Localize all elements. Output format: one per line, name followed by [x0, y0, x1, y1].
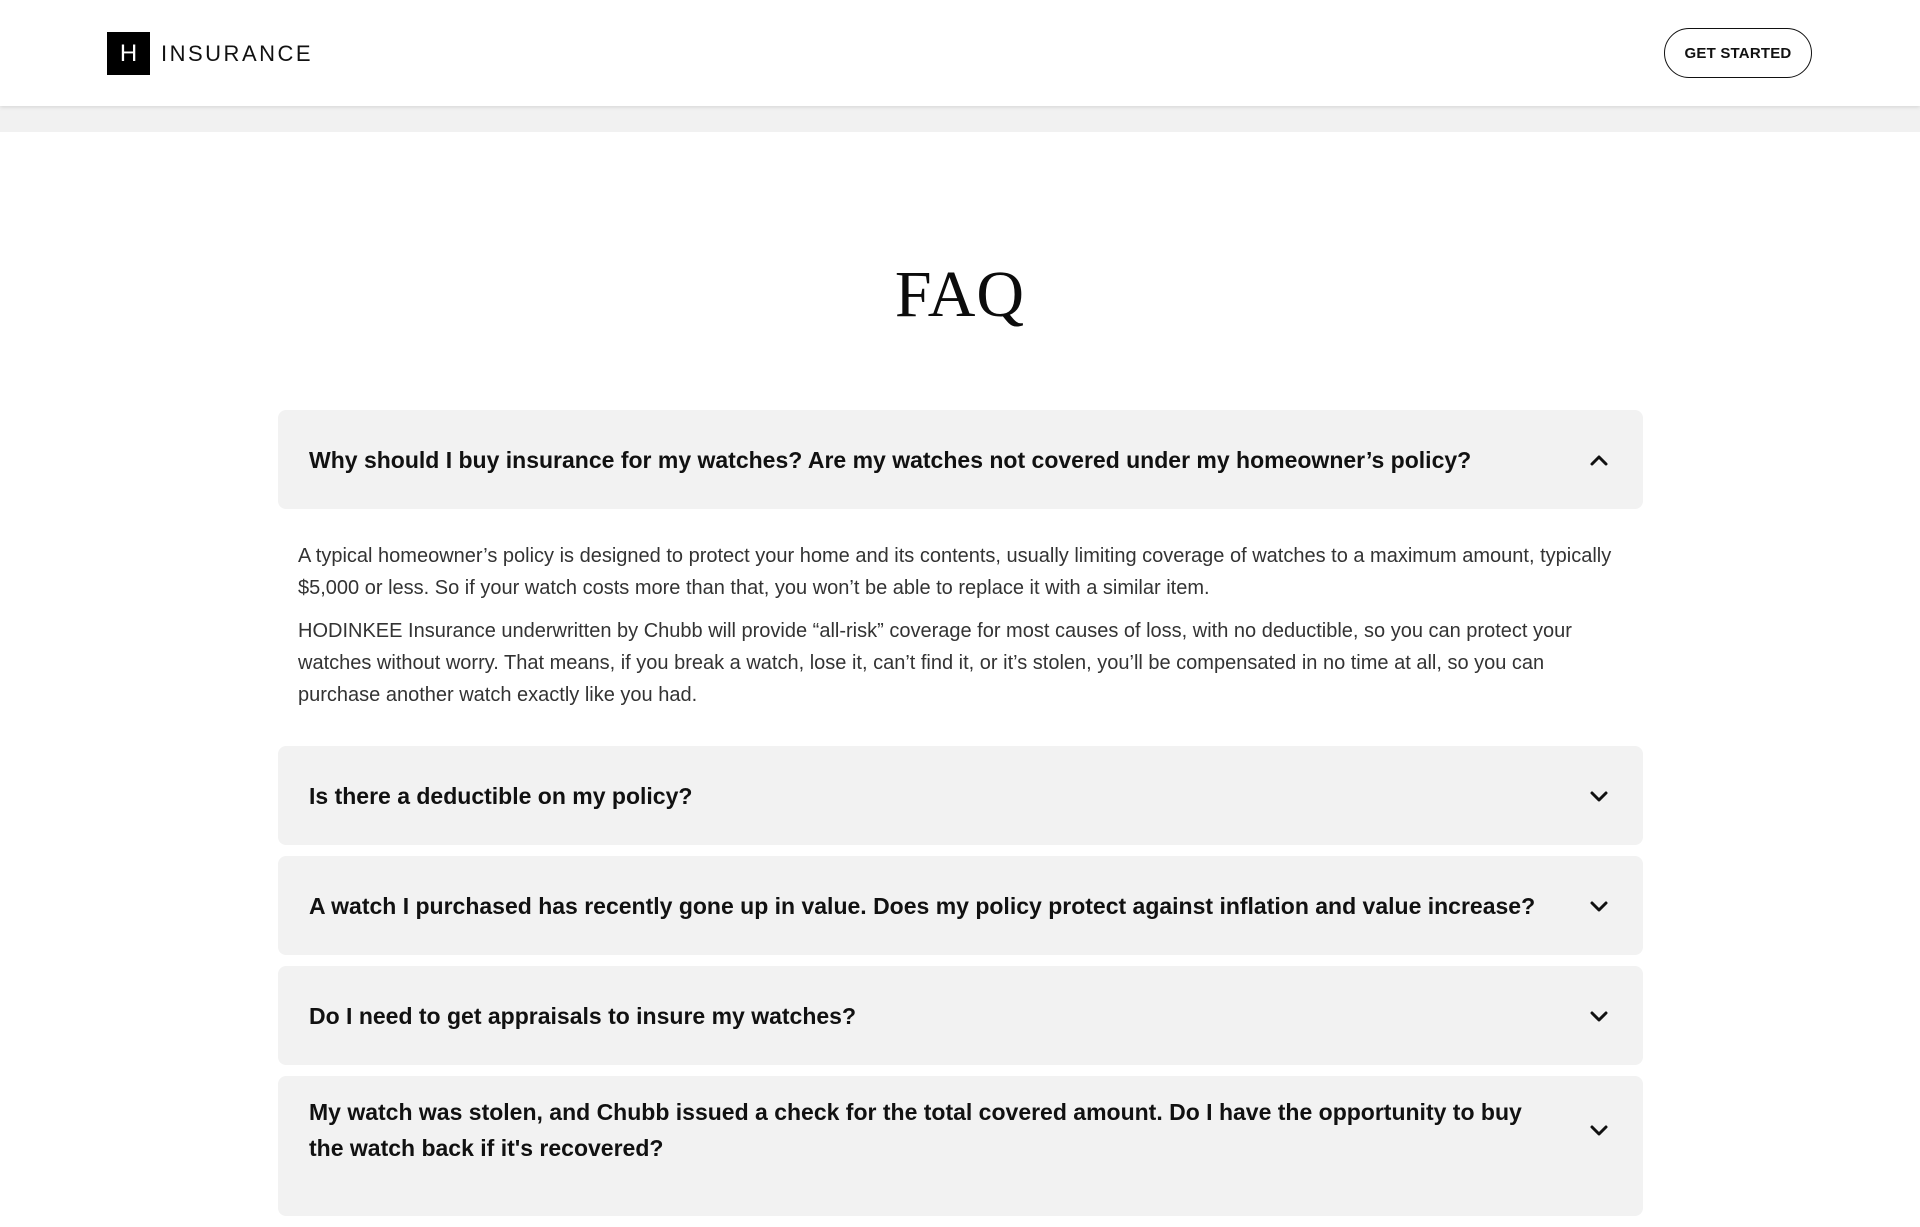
chevron-up-icon[interactable]	[1587, 448, 1611, 472]
chevron-down-icon[interactable]	[1587, 784, 1611, 808]
faq-title: FAQ	[894, 258, 1026, 331]
logo-mark: H	[107, 32, 150, 75]
faq-question-text: My watch was stolen, and Chubb issued a check for the total covered amount. Do I have the opportunity to buy the watch back if it's recovered?	[309, 1099, 1522, 1161]
faq-answer-paragraph: A typical homeowner’s policy is designed to protect your home and its contents, usually limiting coverage of watches to a maximum amount, typically $5,000 or less. So if your watch costs more than that, you won’t be able to replace it with a similar item.	[298, 545, 1612, 599]
logo-text: INSURANCE	[161, 40, 314, 66]
faq-question-text: Do I need to get appraisals to insure my watches?	[309, 1002, 857, 1029]
logo[interactable]	[107, 32, 313, 75]
get-started-button[interactable]: GET STARTED	[1664, 28, 1812, 78]
faq-list	[278, 410, 1643, 1227]
faq-question-2[interactable]	[278, 746, 1643, 845]
faq-question-text: A watch I purchased has recently gone up in value. Does my policy protect against inflation and value increase?	[309, 892, 1536, 919]
faq-question-1[interactable]	[278, 410, 1643, 509]
chevron-down-icon[interactable]	[1587, 1118, 1611, 1142]
header-divider-band	[0, 106, 1920, 132]
faq-question-4[interactable]	[278, 966, 1643, 1065]
faq-answer-paragraph: HODINKEE Insurance underwritten by Chubb will provide “all-risk” coverage for most causes of loss, with no deductible, so you can protect your watches without worry. That means, if you break a watch, lose it, can’t find it, or it’s stolen, you’ll be compensated in no time at all, so you can purchase another watch exactly like you had.	[298, 620, 1572, 706]
faq-question-5[interactable]	[278, 1076, 1643, 1216]
chevron-down-icon[interactable]	[1587, 894, 1611, 918]
faq-question-3[interactable]	[278, 856, 1643, 955]
site-header	[0, 0, 1920, 106]
chevron-down-icon[interactable]	[1587, 1004, 1611, 1028]
faq-answer-1	[278, 520, 1643, 746]
faq-question-text: Is there a deductible on my policy?	[309, 782, 693, 809]
faq-question-text: Why should I buy insurance for my watches? Are my watches not covered under my homeowner’s policy?	[309, 446, 1472, 473]
